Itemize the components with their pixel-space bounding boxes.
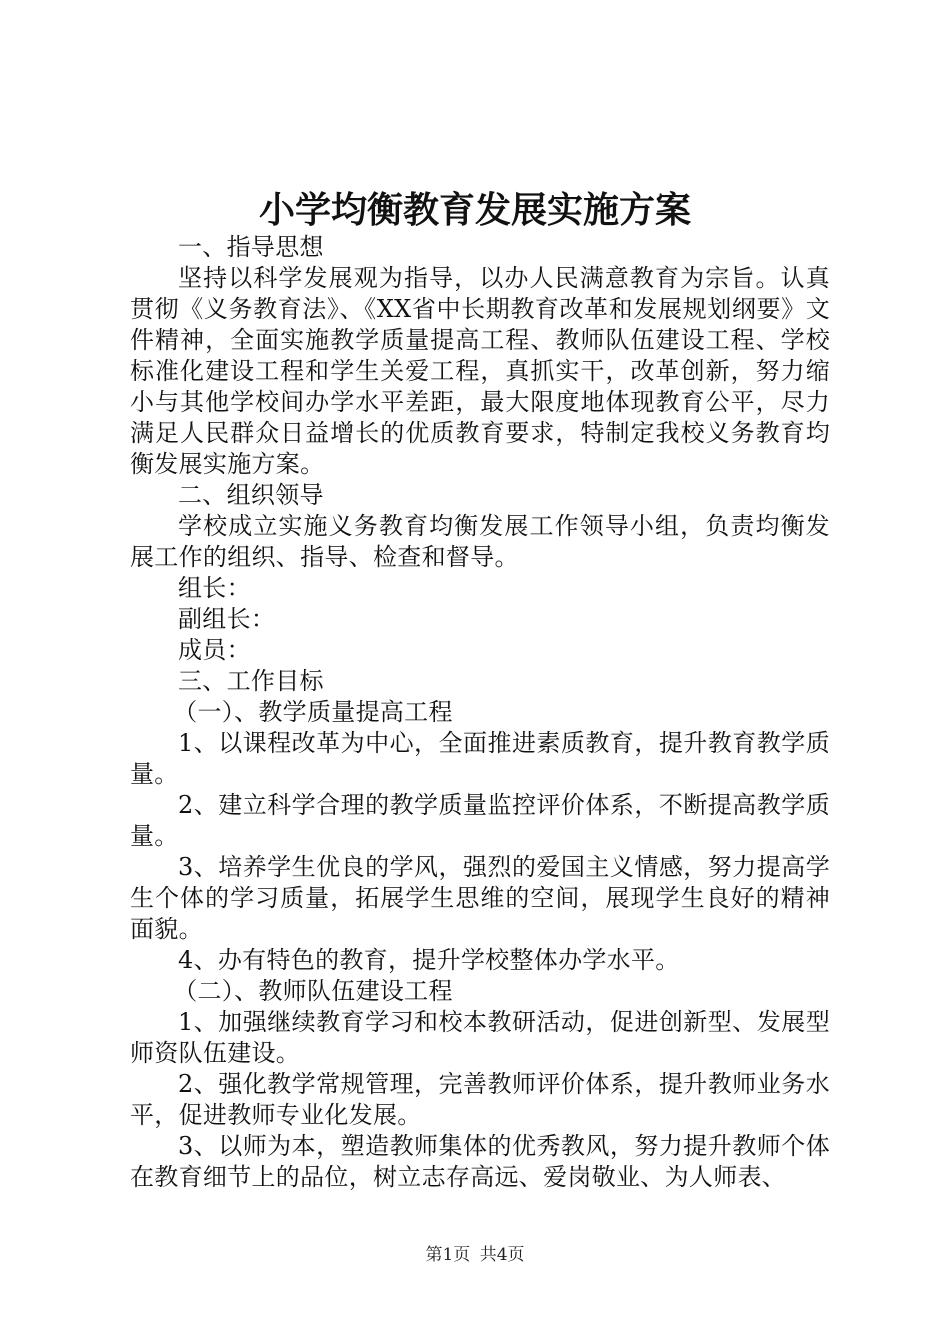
subsection-heading-teacher-team: （二）、教师队伍建设工程 bbox=[173, 977, 453, 1005]
paragraph-guiding-thought: 坚持以科学发展观为指导，以办人民满意教育为宗旨。认真贯彻《义务教育法》、《XX省中长期教育改革和发展规划纲要》文件精神，全面实施教学质量提高工程、教师队伍建设工程、学校标准化建设工程和学生关爱工程，真抓实干，改革创新，努力缩小与其他学校间办学水平差距，最大限度地体现教育公平，尽力满足人民群众日益增长的优质教育要求，特制定我校义务教育均衡发展实施方案。 bbox=[130, 264, 830, 478]
subsection-heading-teaching-quality: （一）、教学质量提高工程 bbox=[173, 698, 453, 726]
list-item-teaching-1: 1、以课程改革为中心，全面推进素质教育，提升教育教学质量。 bbox=[130, 729, 830, 788]
section-heading-guiding-thought: 一、指导思想 bbox=[178, 233, 324, 261]
document-body bbox=[130, 232, 830, 1193]
list-item-teacher-3: 3、以师为本，塑造教师集体的优秀教风，努力提升教师个体在教育细节上的品位，树立志存高远、爱岗敬业、为人师表、 bbox=[130, 1132, 830, 1191]
page-footer bbox=[0, 1244, 950, 1266]
list-item-teacher-2: 2、强化教学常规管理，完善教师评价体系，提升教师业务水平，促进教师专业化发展。 bbox=[130, 1070, 830, 1129]
deputy-leader-line: 副组长： bbox=[178, 605, 276, 633]
members-line: 成员： bbox=[178, 636, 251, 664]
paragraph-organization: 学校成立实施义务教育均衡发展工作领导小组，负责均衡发展工作的组织、指导、检查和督导。 bbox=[130, 512, 830, 571]
list-item-teaching-4: 4、办有特色的教育，提升学校整体办学水平。 bbox=[178, 946, 680, 974]
list-item-teaching-2: 2、建立科学合理的教学质量监控评价体系，不断提高教学质量。 bbox=[130, 791, 830, 850]
section-heading-organization: 二、组织领导 bbox=[178, 481, 324, 509]
list-item-teaching-3: 3、培养学生优良的学风，强烈的爱国主义情感，努力提高学生个体的学习质量，拓展学生思维的空间，展现学生良好的精神面貌。 bbox=[130, 853, 830, 943]
page-number: 第1页 bbox=[425, 1245, 471, 1265]
leader-line: 组长： bbox=[178, 574, 251, 602]
page-total: 共4页 bbox=[479, 1245, 525, 1265]
document-title: 小学均衡教育发展实施方案 bbox=[258, 189, 691, 231]
list-item-teacher-1: 1、加强继续教育学习和校本教研活动，促进创新型、发展型师资队伍建设。 bbox=[130, 1008, 830, 1067]
section-heading-goals: 三、工作目标 bbox=[178, 667, 324, 695]
